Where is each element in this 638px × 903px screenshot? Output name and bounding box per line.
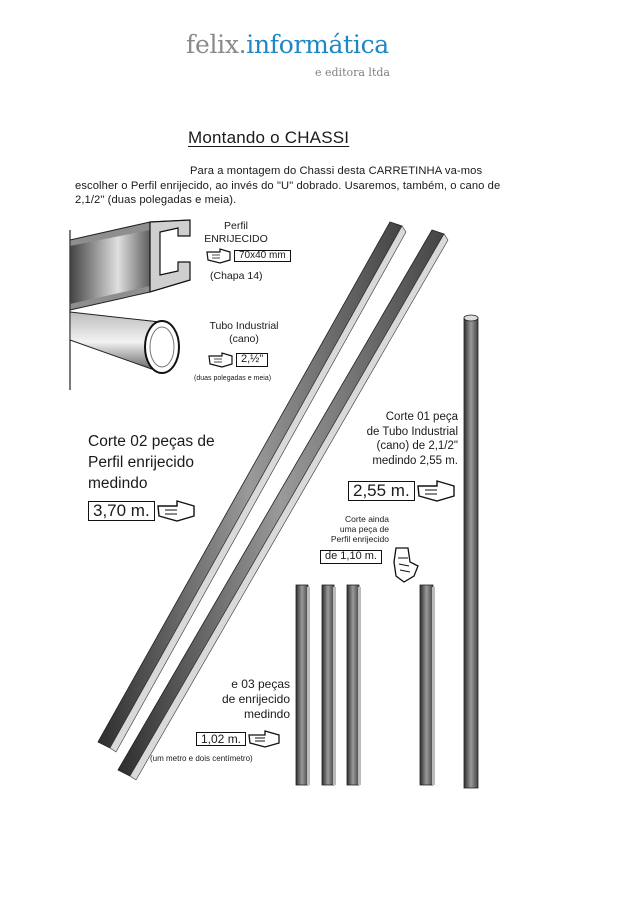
corte02-line2: Perfil enrijecido [88,454,194,471]
corte02-label [88,431,215,494]
tres-pecas-measure-tag [196,730,282,748]
vertical-tube [464,315,478,788]
corte-ainda-line3: Perfil enrijecido [330,534,389,544]
perfil-chapa: (Chapa 14) [210,270,263,282]
corte02-measure-tag [88,500,197,522]
brand-name-part1: felix. [186,30,247,59]
corte01-line1: Corte 01 peça [385,411,458,423]
corte-ainda-measure-box: de 1,10 m. [320,550,382,564]
corte-ainda-label [305,514,389,544]
perfil-size-tag [206,248,291,264]
pointing-hand-icon [206,248,232,264]
pointing-hand-icon [417,480,457,502]
pointing-hand-icon [157,500,197,522]
tres-pecas-label [186,677,290,722]
tres-pecas-measure-box: 1,02 m. [196,732,246,747]
corte02-measure-box: 3,70 m. [88,501,155,521]
brand-name-part2: informática [246,30,389,59]
corte01-measure-tag [348,480,457,502]
perfil-channel-drawing [70,220,190,310]
tubo-size-box: 2,½" [236,353,268,367]
tres-pecas-line1: e 03 peças [231,677,290,691]
corte01-label [340,410,458,468]
tres-pecas-note: (um metro e dois centímetro) [150,754,253,763]
corte-ainda-measure-tag [320,546,382,564]
perfil-line1: Perfil [224,220,248,232]
corte02-line1: Corte 02 peças de [88,433,215,450]
pointing-hand-icon [208,352,234,368]
tubo-note: (duas polegadas e meia) [194,375,272,382]
tres-pecas-line3: medindo [243,707,290,721]
tube-drawing [70,312,179,373]
tubo-line2: (cano) [229,333,259,345]
pointing-hand-icon [248,730,282,748]
tres-pecas-line2: de enrijecido [221,692,290,706]
tubo-label [196,320,292,346]
perfil-110-bar [420,585,435,785]
perfil-102-bars [296,585,361,785]
corte01-line4: medindo 2,55 m. [372,454,458,467]
perfil-label [196,220,276,246]
perfil-size-box: 70x40 mm [234,250,291,263]
tubo-line1: Tubo Industrial [209,320,279,332]
corte01-line3: (cano) de 2,1/2" [376,440,458,452]
corte02-line3: medindo [88,475,148,492]
brand-subtitle: e editora ltda [315,66,390,79]
perfil-line2: ENRIJECIDO [204,233,268,245]
corte01-line2: de Tubo Industrial [366,425,458,438]
page-title: Montando o CHASSI [188,128,350,147]
intro-paragraph: Para a montagem do Chassi desta CARRETINHA va-mos escolher o Perfil enrijecido, ao invés do "U" dobrado. Usaremos, também, o cano de 2,1/2" (duas polegadas e meia). [75,165,501,206]
corte01-measure-box: 2,55 m. [348,481,415,501]
corte-ainda-line2: uma peça de [339,524,389,534]
pointing-hand-icon [394,548,418,582]
tubo-size-tag [208,352,268,368]
corte-ainda-line1: Corte ainda [345,514,389,524]
